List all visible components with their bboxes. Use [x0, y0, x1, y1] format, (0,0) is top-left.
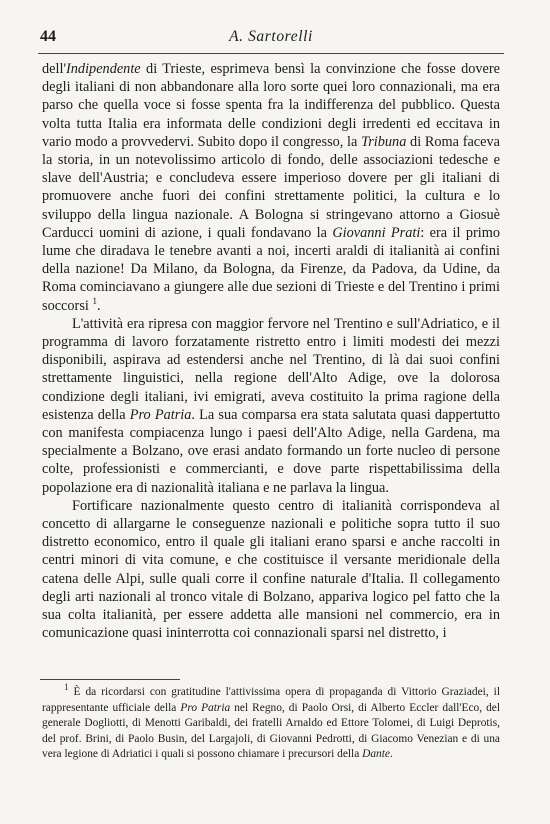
text-run: Fortificare nazionalmente questo centro di italianità corrispondeva al concetto di allargarne le conseguenze nazionali e politiche sopra tutto il suo distretto economico, entro il quale gli italiani erano sparsi e anche raccolti in centri minori di vita comune, e che costituisce il versante meridionale della catena delle Alpi, sulle quali corre il confine naturale d'Italia. Il collegamento degli arti nazionali al tronco vitale di Bolzano, appariva logico pel fatto che la sua colta italianità, per essere addetta alle mansioni nel commercio, era in comunicazione quasi ininterrotta coi connazionali sparsi nel distretto, i	[42, 497, 500, 642]
footnote-rule	[40, 679, 180, 680]
paragraph	[42, 497, 500, 643]
page-header	[40, 26, 502, 50]
italic-text: Pro Patria	[180, 701, 231, 714]
text-run: L'attività era ripresa con maggior fervore nel Trentino e sull'Adriatico, e il programma di lavoro forzatamente ristretto entro i limiti modesti dei mezzi disponibili, aspirava ad estendersi anche nel Trentino, di là dai suoi confini strettamente linguistici, nella regione dell'Alto Adige, ove la dolorosa condizione degli italiani, ivi emigrati, aveva costituito la prima ragione della esistenza della	[42, 315, 500, 423]
text-run: di Trieste, esprimeva bensì la convinzione che fosse dovere degli italiani di non abbandonare alla loro sorte quei loro connazionali, ma era parso che quella voce si fosse spenta fra la indifferenza del pubblico. Questa volta tutta Italia era informata delle condizioni degli irredenti ed eccitava in vario modo a provvedervi. Subito dopo il congresso, la	[42, 61, 500, 150]
page-number: 44	[40, 28, 56, 45]
text-run: È da ricordarsi con gratitudine l'attivissima opera di propaganda di Vittorio Graziadei, il rappresentante ufficiale della	[42, 686, 500, 714]
text-run: dell'	[42, 61, 67, 77]
text-run: : era il primo lume che diradava le tenebre avanti a noi, incerti araldi di italianità ai confini della nazione! Da Milano, da Bologna, da Firenze, da Padova, da Udine, da Roma cominciavano a giungere alle due sezioni di Trieste e del Trentino i primi soccorsi	[42, 224, 500, 314]
italic-text: Dante	[362, 748, 390, 761]
paragraph	[42, 315, 500, 497]
running-head: A. Sartorelli	[229, 28, 313, 45]
footnote-marker: 1	[92, 295, 97, 306]
italic-text: Tribuna	[361, 133, 407, 150]
italic-text: Giovanni Prati	[332, 224, 421, 241]
text-run: .	[389, 748, 393, 761]
footnote-marker: 1	[64, 682, 69, 693]
header-rule	[38, 53, 504, 54]
italic-text: Pro Patria	[129, 406, 192, 423]
text-run: nel Regno, di Paolo Orsi, di Alberto Eccler dall'Eco, del generale Dogliotti, di Menotti Garibaldi, dei fratelli Arnaldo ed Ettore Tolomei, di Luigi Deprotis, del prof. Brini, di Paolo Busin, del Largajoli, di Giovanni Pedrotti, di Giacomo Venezian e di una vera legione di Adriatici i quali si possono chiamare i precursori della	[42, 701, 501, 761]
text-run: di Roma faceva la storia, in un notevolissimo articolo di fondo, delle associazioni tedesche e slave dell'Austria; e concludeva essere imperioso dovere per gli italiani di promuovere anche fuori dei confini strettamente politici, la cultura e lo sviluppo della lingua nazionale. A Bologna si stringevano attorno a Giosuè Carducci uomini di azione, i quali fondavano la	[42, 133, 500, 241]
italic-text: Indipendente	[66, 61, 141, 77]
text-run: .	[96, 297, 101, 314]
body-text	[42, 60, 500, 643]
text-run: . La sua comparsa era stata salutata quasi dappertutto con manifesta compiacenza lungo i paesi dell'Alto Adige, nella Gardena, ma specialmente a Bolzano, ove erasi andato formando un forte nucleo di persone colte, professionisti e commercianti, e dove parte rispettabilissima della popolazione era di nazionalità italiana e ne parlava la lingua.	[42, 406, 500, 496]
footnote	[42, 682, 501, 763]
paragraph	[42, 60, 500, 315]
